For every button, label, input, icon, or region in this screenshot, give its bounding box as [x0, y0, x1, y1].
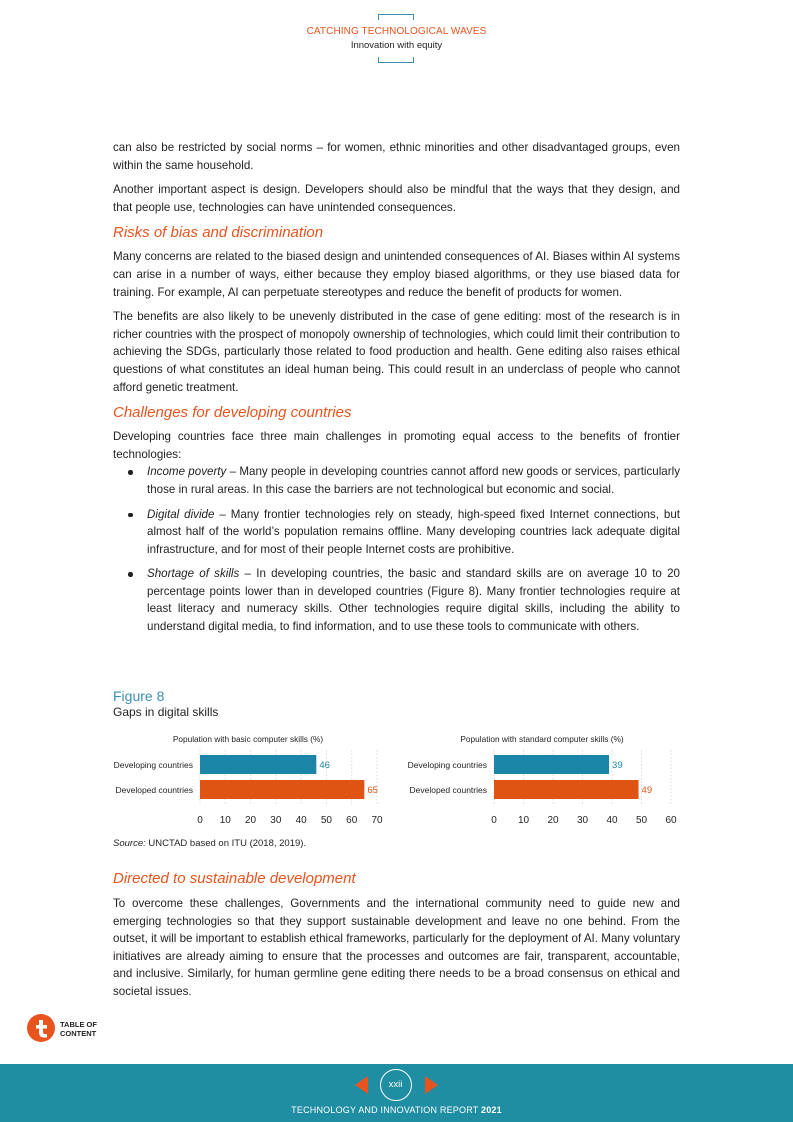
figure-source: [113, 838, 306, 849]
bullet-term: Income poverty: [147, 465, 227, 479]
bar: [494, 755, 609, 774]
section-heading-bias: Risks of bias and discrimination: [113, 224, 324, 242]
paragraph: The benefits are also likely to be unevenly distributed in the case of gene editing: most of the research is in richer countries with the prospect of monopoly ownership of technologies, which could limit their contribution to achieving the SDGs, particularly those related to food production and health. Gene editing also raises ethical questions of what constitutes an ideal human being. This could result in an underclass of people who cannot afford genetic treatment.: [113, 310, 680, 394]
page-number: xxii: [388, 1079, 403, 1090]
tick-label: 30: [576, 815, 589, 826]
data-label: 65: [367, 785, 378, 796]
tick-label: 70: [371, 815, 383, 826]
bar: [494, 780, 639, 799]
tick-label: 30: [270, 815, 282, 826]
figure-title: Gaps in digital skills: [113, 705, 219, 719]
list-item: [113, 565, 680, 635]
section-heading-directed: Directed to sustainable development: [113, 870, 356, 887]
tick-label: 40: [606, 815, 618, 826]
bullet-text: – Many frontier technologies rely on steady, high-speed fixed Internet connections, but almost half of the world’s population remains offline. Many developing countries lack adequate digital infrastructure, and for most of their people Internet costs are prohibitive.: [147, 507, 680, 556]
bullet-icon: [128, 470, 133, 475]
tick-label: 10: [219, 815, 231, 826]
bullet-list: [113, 463, 680, 635]
bullet-icon: [128, 572, 133, 577]
bullet-icon: [128, 513, 133, 518]
paragraph: can also be restricted by social norms – for women, ethnic minorities and other disadvantaged groups, even within the same household.: [113, 141, 680, 172]
category-label: Developed countries: [409, 785, 487, 795]
next-page-icon[interactable]: [425, 1076, 438, 1094]
paragraph: Another important aspect is design. Developers should also be mindful that the ways that they design, and that people use, technologies can have unintended consequences.: [113, 183, 680, 214]
page-footer: [0, 1064, 793, 1122]
page-header: [0, 0, 793, 70]
footer-report-title: [0, 1105, 793, 1115]
chart-title: Population with standard computer skills (%): [460, 734, 624, 744]
bullet-term: Digital divide: [147, 507, 215, 521]
data-label: 46: [319, 760, 330, 771]
tick-label: 0: [197, 815, 203, 826]
paragraph: Developing countries face three main challenges in promoting equal access to the benefits of frontier technologies:: [113, 430, 680, 461]
bar: [200, 780, 364, 799]
tick-label: 60: [346, 815, 358, 826]
toc-icon[interactable]: [27, 1014, 55, 1042]
section-heading-challenges: Challenges for developing countries: [113, 404, 352, 422]
paragraph: To overcome these challenges, Governments and the international community need to guide new and emerging technologies so that they support sustainable development and leave no one behind. From the outset, it will be important to establish ethical frameworks, particularly for the deployment of AI. Many voluntary initiatives are already aiming to ensure that the processes and outcomes are fair, transparent, accountable, and inclusive. Similarly, for human germline gene editing there needs to be a broad consensus on ethical and societal issues.: [113, 897, 680, 998]
list-item: [113, 506, 680, 559]
toc-label[interactable]: [60, 1020, 97, 1038]
tick-label: 20: [245, 815, 257, 826]
tick-label: 60: [665, 815, 677, 826]
source-text: UNCTAD based on ITU (2018, 2019).: [145, 838, 307, 849]
main-content: [113, 139, 680, 643]
chart-panel-2: [408, 734, 677, 826]
tick-label: 50: [635, 815, 648, 826]
prev-page-icon[interactable]: [355, 1076, 368, 1094]
tick-label: 20: [547, 815, 559, 826]
bullet-text: – Many people in developing countries cannot afford new goods or services, particularly those in rural areas. In this case the barriers are not technological but economic and social.: [147, 465, 680, 496]
source-label: Source:: [113, 838, 146, 849]
category-label: Developing countries: [113, 760, 193, 770]
data-label: 39: [612, 760, 623, 771]
bullet-term: Shortage of skills: [147, 567, 240, 581]
t-logo-icon: [27, 1014, 55, 1042]
bar: [200, 755, 316, 774]
header-bracket-top: [378, 14, 414, 20]
tick-label: 40: [295, 815, 307, 826]
chart-title: Population with basic computer skills (%): [172, 734, 324, 744]
tick-label: 0: [491, 815, 497, 826]
figure-chart: [0, 725, 793, 835]
page-number-badge: [380, 1069, 412, 1101]
toc-line1: TABLE OF: [60, 1020, 97, 1029]
header-bracket-bottom: [378, 57, 414, 63]
category-label: Developed countries: [115, 785, 193, 795]
data-label: 49: [641, 785, 653, 796]
tick-label: 50: [320, 815, 332, 826]
bullet-text: – In developing countries, the basic and standard skills are on average 10 to 20 percentage points lower than in developed countries (Figure 8). Many frontier technologies require at least literacy and numeracy skills. Other technologies require digital skills, including the ability to understand digital media, to find information, and to use these tools to communicate with others.: [147, 567, 680, 634]
figure-label: Figure 8: [113, 688, 165, 704]
table-of-content-link[interactable]: [27, 1014, 127, 1044]
toc-line2: CONTENT: [60, 1029, 97, 1038]
footer-report: TECHNOLOGY AND INNOVATION REPORT: [291, 1105, 481, 1115]
closing-content: [113, 869, 680, 1001]
category-label: Developing countries: [407, 760, 487, 770]
header-subtitle: Innovation with equity: [350, 40, 443, 51]
chart-panel-1: [114, 734, 383, 826]
paragraph: Many concerns are related to the biased design and unintended consequences of AI. Biases within AI systems can arise in a number of ways, either because they employ biased algorithms, or they use biased data for training. For example, AI can perpetuate stereotypes and reduce the benefit of products for women.: [113, 250, 680, 299]
header-title: CATCHING TECHNOLOGICAL WAVES: [306, 26, 487, 37]
list-item: [113, 463, 680, 498]
footer-year: 2021: [480, 1105, 502, 1115]
tick-label: 10: [517, 815, 530, 826]
